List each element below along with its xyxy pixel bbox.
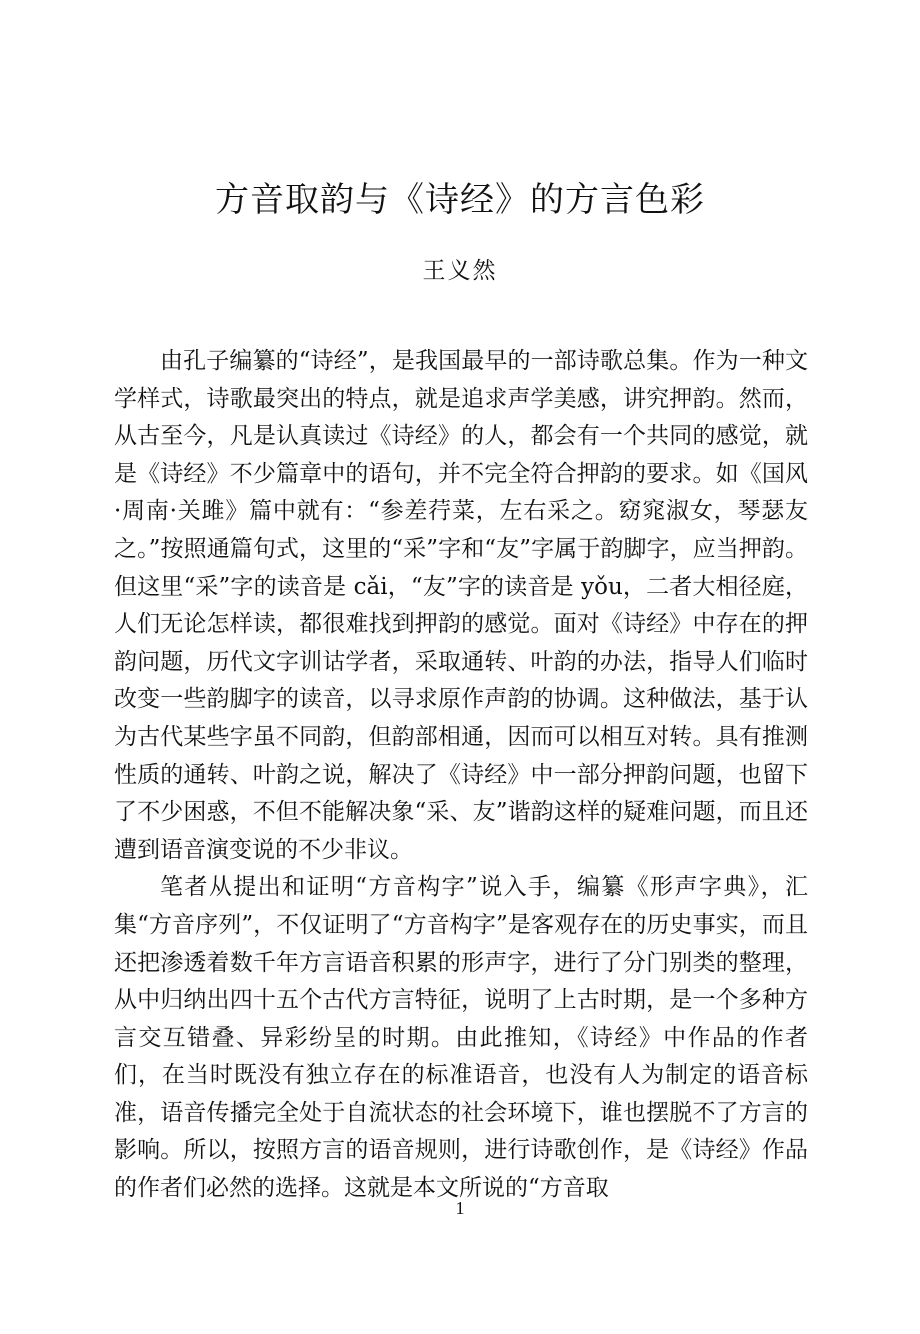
document-body	[114, 343, 808, 1208]
page-number: 1	[455, 1198, 465, 1218]
paragraph: 笔者从提出和证明“方音构字”说入手，编纂《形声字典》，汇集“方音序列”，不仅证明了“方音构字”是客观存在的历史事实，而且还把渗透着数千年方言语音积累的形声字，进行了分门别类的整理，从中归纳出四十五个古代方言特征，说明了上古时期，是一个多种方言交互错叠、异彩纷呈的时期。由此推知，《诗经》中作品的作者们，在当时既没有独立存在的标准语音，也没有人为制定的语音标准，语音传播完全处于自流状态的社会环境下，谁也摆脱不了方言的影响。所以，按照方言的语音规则，进行诗歌创作，是《诗经》作品的作者们必然的选择。这就是本文所说的“方音取	[114, 874, 808, 1202]
author-name: 王义然	[422, 258, 498, 284]
document-title: 方音取韵与《诗经》的方言色彩	[215, 180, 705, 220]
paragraph: 由孔子编纂的“诗经”，是我国最早的一部诗歌总集。作为一种文学样式，诗歌最突出的特点，就是追求声学美感，讲究押韵。然而，从古至今，凡是认真读过《诗经》的人，都会有一个共同的感觉，就是《诗经》不少篇章中的语句，并不完全符合押韵的要求。如《国风·周南·关雎》篇中就有：“参差荇菜，左右采之。窈窕淑女，琴瑟友之。”按照通篇句式，这里的“采”字和“友”字属于韵脚字，应当押韵。但这里“采”字的读音是 cǎi，“友”字的读音是 yǒu，二者大相径庭，人们无论怎样读，都很难找到押韵的感觉。面对《诗经》中存在的押韵问题，历代文字训诂学者，采取通转、叶韵的办法，指导人们临时改变一些韵脚字的读音，以寻求原作声韵的协调。这种做法，基于认为古代某些字虽不同韵，但韵部相通，因而可以相互对转。具有推测性质的通转、叶韵之说，解决了《诗经》中一部分押韵问题，也留下了不少困惑，不但不能解决象“采、友”谐韵这样的疑难问题，而且还遭到语音演变说的不少非议。	[114, 348, 808, 863]
